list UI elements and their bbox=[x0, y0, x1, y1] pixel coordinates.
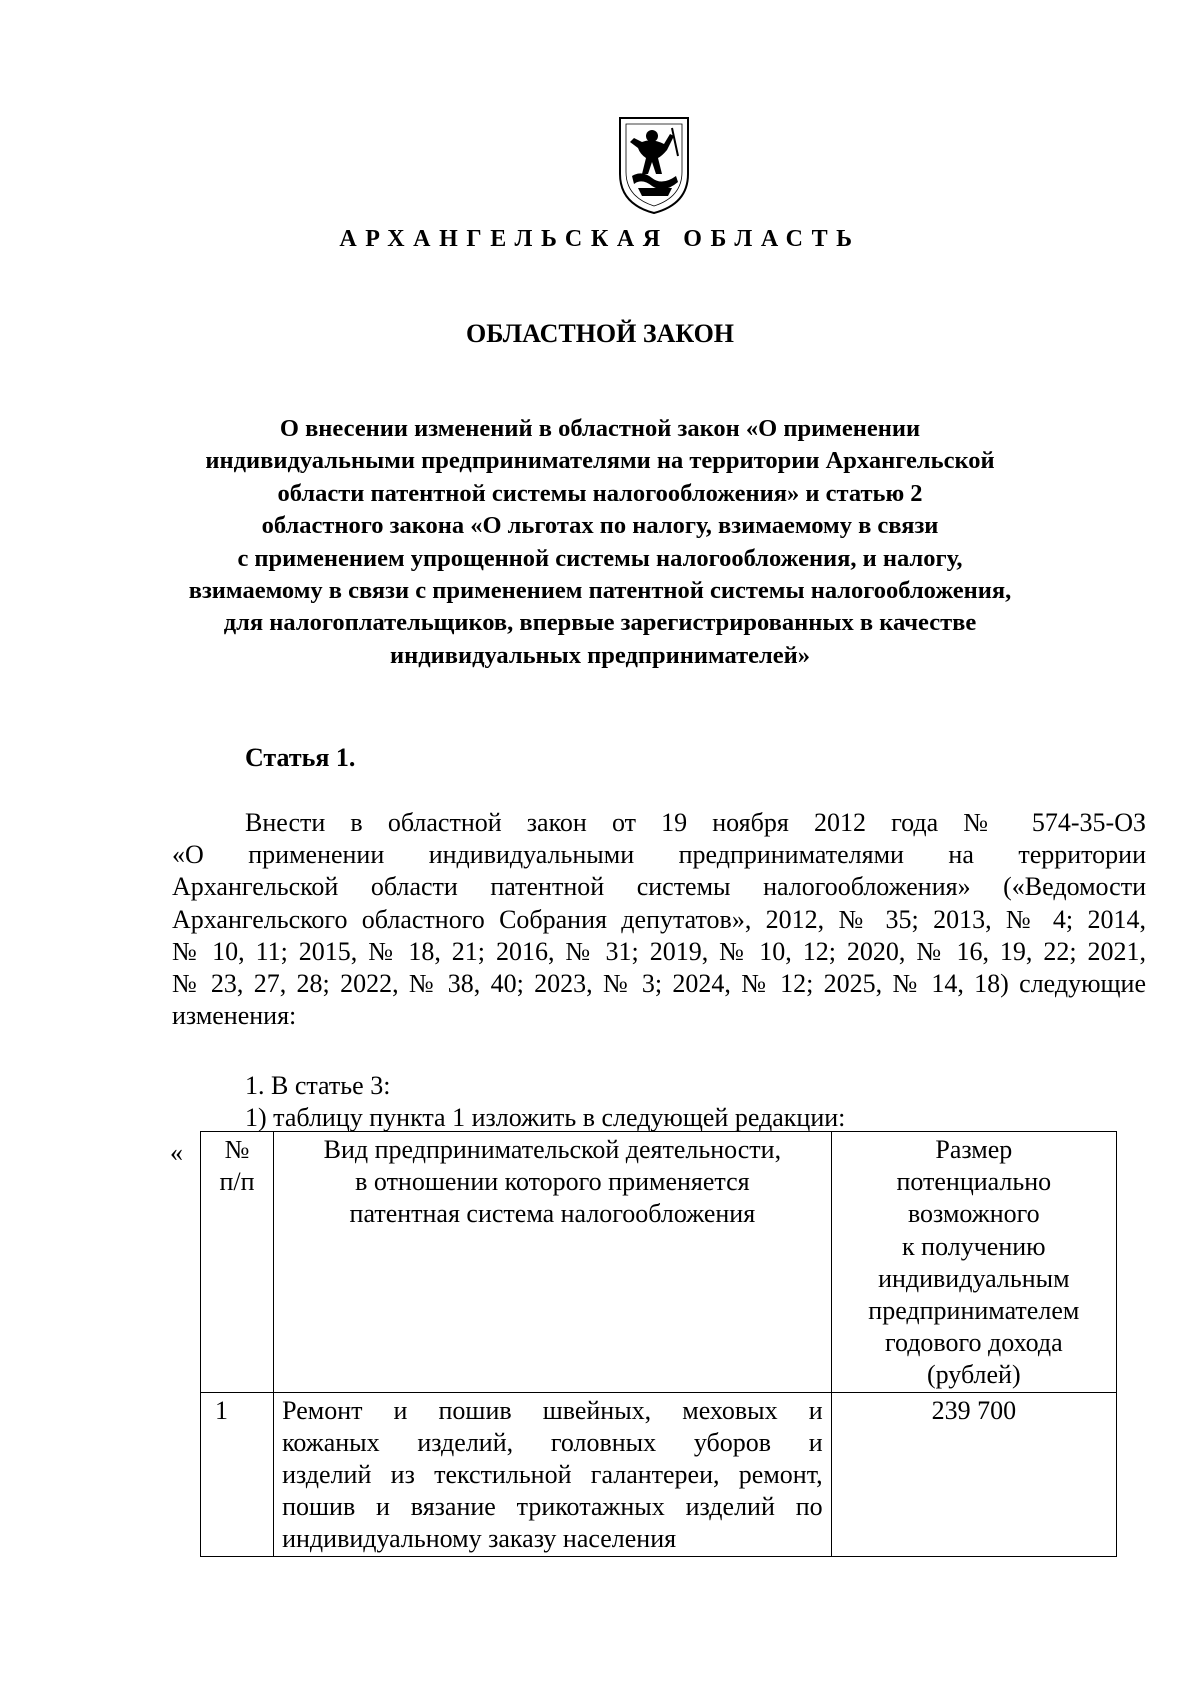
law-title-line: индивидуальными предпринимателями на территории Архангельской bbox=[205, 447, 995, 475]
law-title-line: областного закона «О льготах по налогу, взимаемому в связи bbox=[261, 512, 939, 540]
activity-line: индивидуальному заказу населения bbox=[282, 1524, 677, 1554]
region-name: АРХАНГЕЛЬСКАЯ ОБЛАСТЬ bbox=[339, 226, 861, 252]
header-text: № bbox=[224, 1135, 250, 1164]
header-text: в отношении которого применяется bbox=[355, 1167, 750, 1197]
header-text: предпринимателем bbox=[868, 1296, 1080, 1326]
header-cell-activity bbox=[274, 1132, 832, 1393]
header-text: потенциально bbox=[896, 1167, 1052, 1197]
law-title-line: с применением упрощенной системы налогообложения, и налогу, bbox=[237, 544, 963, 572]
paragraph-line: «О применении индивидуальными предпринимателями на территории bbox=[172, 840, 1146, 870]
activity-line: изделий из текстильной галантереи, ремонт, bbox=[282, 1460, 823, 1490]
header-text: (рублей) bbox=[926, 1360, 1021, 1390]
coat-of-arms-emblem bbox=[612, 112, 696, 216]
law-title-line: индивидуальных предпринимателей» bbox=[389, 641, 810, 669]
article-heading: Статья 1. bbox=[245, 743, 356, 772]
paragraph-line: Архангельской области патентной системы налогообложения» («Ведомости bbox=[172, 872, 1146, 902]
header-text: патентная система налогообложения bbox=[349, 1199, 756, 1229]
header-text: Размер bbox=[935, 1135, 1013, 1164]
header-cell-income-size bbox=[831, 1132, 1116, 1393]
law-title-line: О внесении изменений в областной закон «О применении bbox=[279, 415, 921, 442]
header-text: годового дохода bbox=[884, 1328, 1063, 1358]
opening-quote: « bbox=[170, 1138, 183, 1167]
row-activity bbox=[274, 1392, 832, 1556]
law-title bbox=[0, 413, 1200, 672]
row-income-size: 239 700 bbox=[831, 1392, 1116, 1556]
article-paragraph bbox=[172, 807, 1146, 1032]
document-type: ОБЛАСТНОЙ ЗАКОН bbox=[465, 319, 735, 348]
paragraph-line: изменения: bbox=[172, 1001, 297, 1031]
table-row bbox=[201, 1392, 1117, 1556]
activity-line: кожаных изделий, головных уборов и bbox=[282, 1427, 823, 1457]
activity-line: пошив и вязание трикотажных изделий по bbox=[282, 1492, 823, 1522]
list-item-1: 1. В статье 3: bbox=[245, 1071, 391, 1100]
header-text: к получению bbox=[902, 1231, 1046, 1261]
header-text: индивидуальным bbox=[878, 1263, 1070, 1293]
row-number: 1 bbox=[201, 1392, 274, 1556]
table-header-row bbox=[201, 1132, 1117, 1393]
law-title-line: для налогоплательщиков, впервые зарегистрированных в качестве bbox=[223, 609, 977, 637]
header-text: Вид предпринимательской деятельности, bbox=[323, 1135, 782, 1164]
paragraph-line: № 10, 11; 2015, № 18, 21; 2016, № 31; 2019, № 10, 12; 2020, № 16, 19, 22; 2021, bbox=[172, 936, 1146, 966]
law-title-line: взимаемому в связи с применением патентной системы налогообложения, bbox=[188, 577, 1012, 605]
law-title-line: области патентной системы налогообложения» и статью 2 bbox=[277, 479, 923, 507]
list-item-1-1: 1) таблицу пункта 1 изложить в следующей редакции: bbox=[245, 1103, 846, 1132]
header-text: п/п bbox=[219, 1167, 255, 1197]
patent-income-table bbox=[200, 1131, 1117, 1557]
paragraph-line: Архангельского областного Собрания депутатов», 2012, № 35; 2013, № 4; 2014, bbox=[172, 904, 1146, 934]
paragraph-line: № 23, 27, 28; 2022, № 38, 40; 2023, № 3; 2024, № 12; 2025, № 14, 18) следующие bbox=[172, 968, 1146, 998]
header-text: возможного bbox=[907, 1199, 1040, 1229]
paragraph-line: Внести в областной закон от 19 ноября 2012 года № 574-35-ОЗ bbox=[245, 808, 1146, 837]
activity-line: Ремонт и пошив швейных, меховых и bbox=[282, 1395, 823, 1425]
header-cell-number bbox=[201, 1132, 274, 1393]
